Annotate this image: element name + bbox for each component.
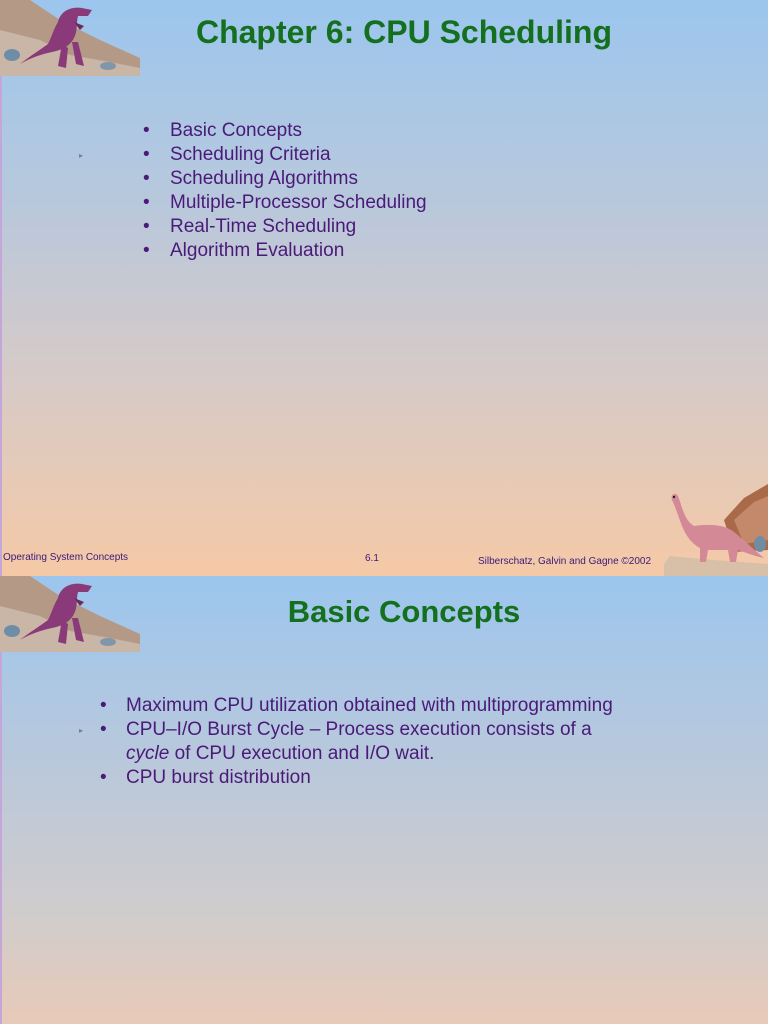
- list-item: • Maximum CPU utilization obtained with multiprogramming: [100, 695, 613, 716]
- slide-title: Basic Concepts: [287, 594, 521, 629]
- footer-authors: Silberschatz, Galvin and Gagne ©2002: [478, 556, 652, 567]
- bullet-arrow-marker: ▸: [79, 726, 84, 735]
- emphasized-term: cycle: [126, 743, 170, 764]
- slide-left-border: [0, 0, 2, 576]
- list-item: • CPU burst distribution: [100, 767, 311, 788]
- list-item: • Basic Concepts: [143, 120, 303, 141]
- slide-2: [0, 576, 768, 1024]
- brontosaurus-clipart-icon: [664, 480, 768, 576]
- list-item: • Multiple-Processor Scheduling: [143, 192, 427, 213]
- list-item: • Real-Time Scheduling: [143, 216, 357, 237]
- footer-page-number: 6.1: [365, 553, 379, 564]
- slide-title: Chapter 6: CPU Scheduling: [195, 14, 613, 50]
- list-item: • Algorithm Evaluation: [143, 240, 345, 261]
- list-item: • Scheduling Algorithms: [143, 168, 358, 189]
- list-item: • Scheduling Criteria: [143, 144, 331, 165]
- list-item: • CPU–I/O Burst Cycle – Process execution consists of a cycle of CPU execution and I/O wait.: [100, 719, 592, 764]
- bullet-list: [143, 119, 427, 263]
- bullet-arrow-marker: ▸: [79, 151, 84, 160]
- footer-course-title: Operating System Concepts: [3, 552, 129, 563]
- bullet-list: [100, 694, 613, 790]
